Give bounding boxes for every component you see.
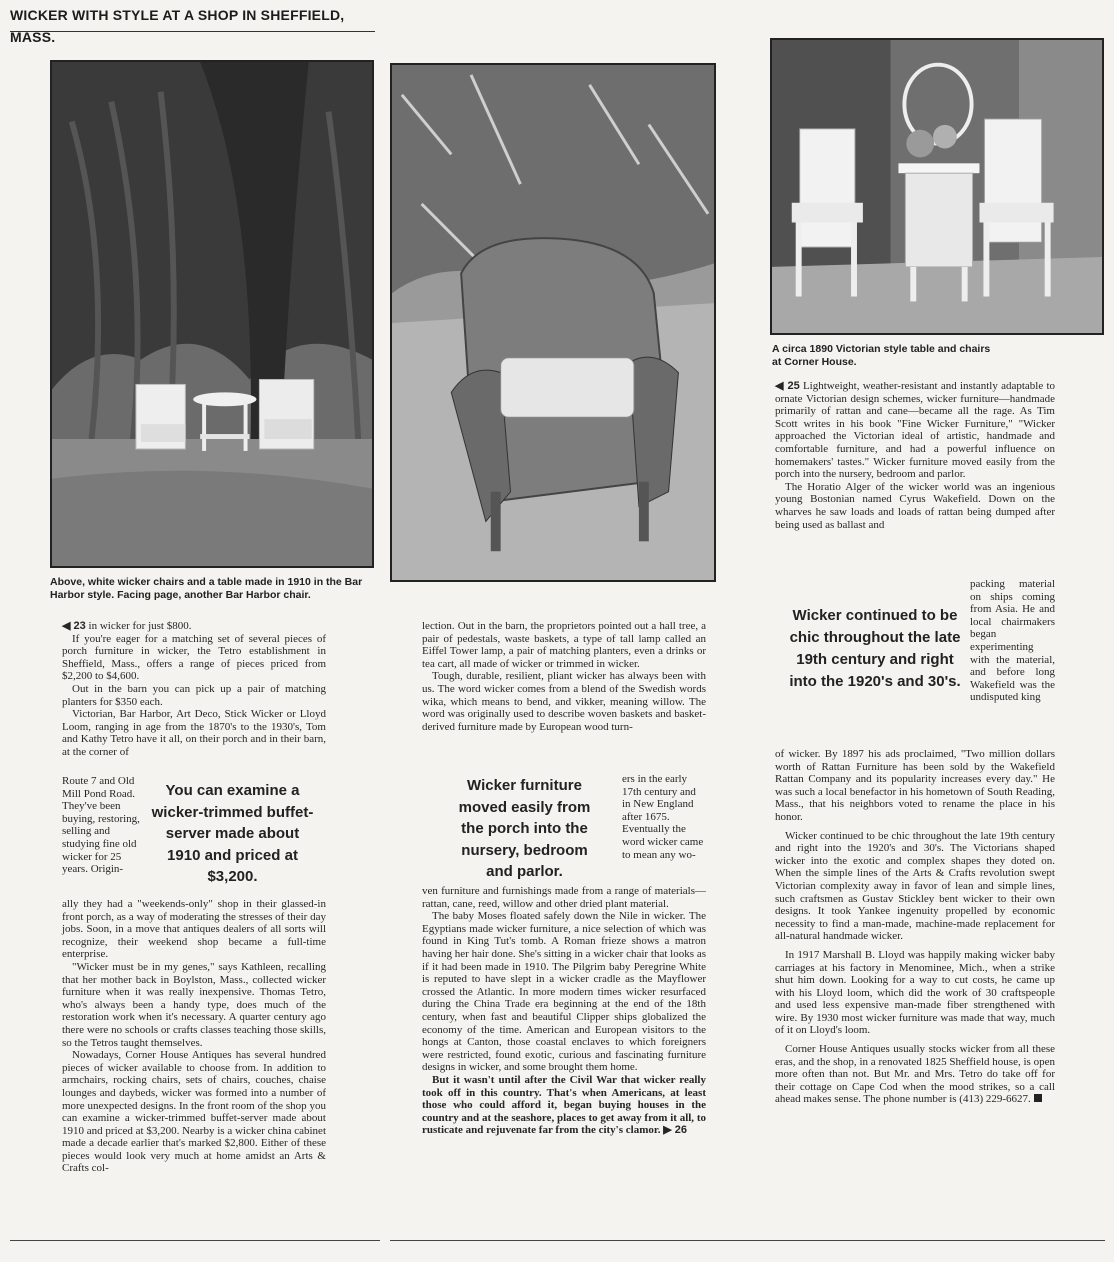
col1-paragraph: Victorian, Bar Harbor, Art Deco, Stick Wicker or Lloyd Loom, ranging in age from the 1870's to the 1930's, Tom and Kathy Tetro have it all, on their porch and in their barn, at the corner of: [62, 708, 326, 758]
section-title: WICKER WITH STYLE AT A SHOP IN SHEFFIELD, MASS.: [10, 7, 345, 45]
left-photo-caption: Above, white wicker chairs and a table made in 1910 in the Bar Harbor style. Facing page, another Bar Harbor chair.: [50, 576, 363, 601]
jump-from-23[interactable]: ◀ 23: [62, 620, 86, 632]
article-column-3: [775, 380, 1055, 531]
jump-from-25[interactable]: ◀ 25: [775, 380, 800, 392]
col3-paragraph: Lightweight, weather-resistant and instantly adaptable to ornate Victorian design schemes, wicker furniture—handmade primarily of rattan and cane—became all the rage. As Tim Scott writes in his book "Fine Wicker Furniture," "Wicker approached the Victorian ideal of artistic, handmade and comfortable furniture, and had a powerful influence on homemakers' tastes." Wicker furniture moved easily from the porch into the nursery, bedroom and parlor.: [775, 380, 1055, 481]
col2-paragraph: lection. Out in the barn, the proprietors pointed out a hall tree, a pair of pedestals, waste baskets, a type of tall lamp called an Eiffel Tower lamp, a pair of matching planters, even a drinks or tea cart, all made of wicker or trimmed in wicker.: [422, 620, 706, 670]
col1-paragraph: "Wicker must be in my genes," says Kathleen, recalling that her mother back in Boylston, Mass., collected wicker furniture when it was really inexpensive. Thomas Tetro, who's always been a handy type, does much of the restoration work when it's necessary. A quarter century ago there were no schools or crafts classes teaching those skills, so the Tetros taught themselves.: [62, 960, 326, 1049]
col2-paragraph: ers in the early 17th century and in New England after 1675. Eventually the word wicker came to mean any wo-: [622, 773, 704, 861]
col3-paragraph: The Horatio Alger of the wicker world was an ingenious young Bostonian named Cyrus Wakefield. Down on the wharves he saw loads and loads of rattan being dumped after being used as ballast and: [775, 480, 1055, 531]
col3-paragraph: In 1917 Marshall B. Lloyd was happily making wicker baby carriages at his factory in Menominee, Mich., when a strike shut him down. Looking for a way to cut costs, he came up with his Lloyd loom, which did the work of 30 craftspeople and used less expensive man-made fiber strengthened with wire. By 1930 most wicker furniture was made that way, much of it on Lloyd's loom.: [775, 948, 1055, 1037]
article-column-3-lower: [775, 748, 1055, 1106]
col2-paragraph: Tough, durable, resilient, pliant wicker has always been with us. The word wicker comes from a blend of the Swedish words wika, which means to bend, and vikker, meaning willow. The word was originally used to describe woven baskets and basket-derived furniture made by European wood turn-: [422, 670, 706, 733]
bottom-rule-right: [390, 1240, 1105, 1241]
col2-paragraph: But it wasn't until after the Civil War that wicker really took off in this country. That's when Americans, at least those who could afford it, began buying houses in the country and at the seashore, places to get away from it all, to rusticate and rejuvenate far from the city's clamor.: [422, 1073, 706, 1137]
col1-paragraph: Out in the barn you can pick up a pair of matching planters for $350 each.: [62, 682, 326, 708]
col2-wrap-text: [622, 773, 706, 861]
col1-wrap-text: [62, 775, 140, 876]
col3-paragraph: packing material on ships coming from Asia. He and local chairmakers began experimenting with the material, and before long Wakefield was the undisputed king: [970, 578, 1055, 704]
col2-paragraph: The baby Moses floated safely down the Nile in wicker. The Egyptians made wicker furniture, a nice selection of which was found in King Tut's tomb. A Roman frieze shows a matron having her hair done. She's sitting in a wicker chair that looks as if it had been made in 1910. The Pilgrim baby Peregrine White is reputed to have slept in a wicker cradle as the Mayflower crossed the Atlantic. In more modern times wicker resurfaced during the China Trade era beginning at the end of the 18th century, when fast and beautiful Clipper ships globalized the economy of the time. American and European visitors to the hongs at Canton, those coastal enclaves to which foreigners were restricted, found exotic, curious and fascinating furniture designs in wicker, and some brought them home.: [422, 910, 706, 1074]
col3-wrap-text: [970, 578, 1055, 704]
pull-quote-nursery: Wicker furniture moved easily from the porch into the nursery, bedroom and parlor.: [458, 777, 591, 880]
col3-paragraph: of wicker. By 1897 his ads proclaimed, "Two million dollars worth of Rattan Furniture has been sold by the Wakefield Rattan Company and its popularity increases every day." He was such a local benefactor in his hometown of South Reading, Mass., that his neighbors voted to rename the place in his honor.: [775, 748, 1055, 823]
col3-paragraph: Wicker continued to be chic throughout the late 19th century and right into the 1920's and 30's. The Victorians shaped wicker into the exotic and complex shapes they doted on. When the simple lines of the Arts & Crafts revolution swept Victorian complexity away in favor of lean and simple lines, such craftsmen as Gustav Stickley bent wicker to their own designs. It took Yankee ingenuity propelled by economic necessity to find a man-made, machine-made replacement for all-natural handmade wicker.: [775, 829, 1055, 943]
article-column-2-lower: [422, 885, 706, 1137]
pull-quote-chic: Wicker continued to be chic throughout the late 19th century and right into the 1920's and 30's.: [789, 607, 961, 690]
bottom-rule-left: [10, 1240, 380, 1241]
pull-quote-buffet: You can examine a wicker-trimmed buffet-server made about 1910 and priced at $3,200.: [151, 782, 314, 885]
page-header: [10, 4, 375, 45]
col3-paragraph: Corner House Antiques usually stocks wicker from all these eras, and the shop, in a renovated 1825 Sheffield house, is open more often than not. But Mr. and Mrs. Tetro do take off for their cottage on Cape Cod when the mood strikes, so a call ahead makes sense. The phone number is (413) 229-6627.: [775, 1043, 1055, 1106]
col1-paragraph: in wicker for just $800.: [88, 620, 192, 632]
col2-paragraph: ven furniture and furnishings made from a range of materials—rattan, cane, reed, willow and other dried plant material.: [422, 885, 706, 910]
article-column-1: [62, 620, 326, 759]
jump-to-26[interactable]: ▶ 26: [663, 1124, 688, 1137]
right-photo-caption: A circa 1890 Victorian style table and chairs at Corner House.: [772, 343, 991, 368]
col1-paragraph: Nowadays, Corner House Antiques has several hundred pieces of wicker available to choose from. In addition to armchairs, rocking chairs, sets of chairs, couches, chaise lounges and daybeds, wicker was formed into a number of more unexpected designs. In the front room of the shop you can examine a wicker-trimmed buffet-server made about 1910 and priced at $3,200. Nearby is a wicker china cabinet made a decade earlier that's marked $2,800. Either of these pieces would look very much at home amidst an Arts & Crafts col-: [62, 1049, 326, 1175]
willow-tree-wicker-set-photo: [50, 60, 374, 568]
col1-paragraph: If you're eager for a matching set of several pieces of porch furniture in wicker, the Tetro establishment in Sheffield, Mass., offers a range of pieces priced from $2,200 to $4,600.: [62, 632, 326, 683]
article-column-1-lower: [62, 898, 326, 1175]
col1-paragraph: ally they had a "weekends-only" shop in their glassed-in front porch, as a way of moderating the stresses of their day jobs. Soon, in a move that antiques dealers of all sorts will recognize, their weekend shop became a full-time enterprise.: [62, 898, 326, 961]
victorian-table-chairs-photo: [770, 38, 1104, 335]
col1-paragraph: Route 7 and Old Mill Pond Road. They've been buying, restoring, selling and studying fine old wicker for 25 years. Origin-: [62, 775, 140, 876]
article-column-2: [422, 620, 706, 733]
wicker-armchair-lawn-photo: [390, 63, 716, 582]
end-of-article-mark: [1034, 1094, 1042, 1102]
